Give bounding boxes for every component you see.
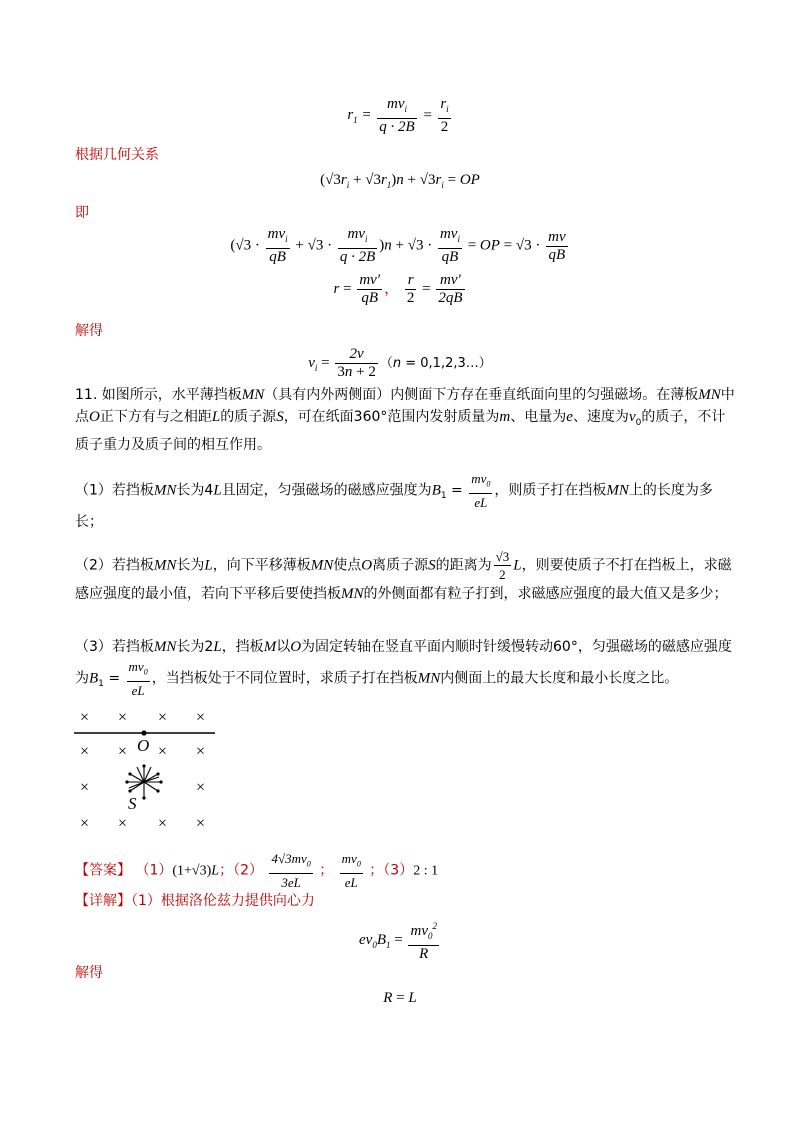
- label-geometry-relation: 根据几何关系: [75, 147, 159, 163]
- problem-part3: （3）若挡板MN长为2L，挡板M以O为固定转轴在竖直平面内顺时针缓慢转动60°，匀强磁场的磁感应强度为$B_1$ = $\frac{mv_0}{eL}$ ，当挡板处于不同位置时，求质子打在挡板MN内侧面上的最大长度和最小长度之比。: [75, 639, 732, 698]
- equation-r-prime: r = $\frac{mv'}{qB}$ ， $\frac{r}{2}$ = $\frac{mv'}{2qB}$: [333, 272, 463, 306]
- detail-line: [75, 890, 315, 910]
- label-jiede-1: 解得: [75, 323, 103, 339]
- cross: ×: [118, 743, 128, 760]
- cross: ×: [118, 815, 128, 832]
- problem-part2: （2）若挡板MN长为L，向下平移薄板MN使点O离质子源S的距离为 $\frac{√3}{2}$ L，则要使质子不打在挡板上，求磁感应强度的最小值，若向下平移后要使挡板MN的外侧面都有粒子打到，求磁感应强度的最大值又是多少；: [75, 549, 732, 602]
- label-o: O: [137, 736, 150, 755]
- equation-geometry: $(√3r_i + √3r_1)n + √3r_i$ = OP: [320, 172, 480, 190]
- cross: ×: [158, 815, 168, 832]
- cross: ×: [196, 743, 206, 760]
- label-ji: 即: [75, 205, 89, 221]
- equation-force-balance: $ev_0B_1$ = $\frac{mv_0^2}{R}$: [359, 921, 437, 962]
- problem-part1: （1）若挡板MN长为4L且固定，匀强磁场的磁感应强度为$B_1$ = $\frac{mv_0}{eL}$ ，则质子打在挡板MN上的长度为多长；: [75, 471, 713, 530]
- label-jiede-2: 解得: [75, 965, 103, 981]
- magnetic-field-figure: [70, 704, 230, 836]
- frac-ri-2: $\frac{r_i}{2}$: [440, 96, 449, 135]
- detail-tag: 【详解】: [75, 893, 131, 909]
- eq-r1-lhs: $r_1$ =: [347, 107, 376, 126]
- cross: ×: [158, 743, 168, 760]
- cross: ×: [80, 743, 90, 760]
- cross: ×: [196, 779, 206, 796]
- frac-mvi-q2b: $\frac{mv_i}{q \cdot 2B}$: [379, 96, 415, 135]
- equation-expanded: (√3 · $\frac{mv_i}{qB}$ + √3 · $\frac{mv_i}{q \cdot 2B}$ )n + √3 · $\frac{mv_i}{qB}$ = OP = √3 · $\frac{mv}{qB}$: [230, 226, 566, 265]
- point-o: [141, 730, 146, 735]
- field-crosses: [80, 709, 205, 832]
- cross: ×: [158, 709, 168, 726]
- problem-number: 11.: [75, 387, 98, 403]
- cross: ×: [80, 815, 90, 832]
- problem-stem: 11. 如图所示，水平薄挡板MN（具有内外两侧面）内侧面下方存在垂直纸面向里的匀强磁场。在薄板MN中点O正下方有与之相距L的质子源S，可在纸面360°范围内发射质量为m、电量为e、速度为$v_0$的质子，不计质子重力及质子间的相互作用。: [75, 387, 735, 453]
- equation-r1: $r_1$ = $\frac{mv_i}{q \cdot 2B}$ = $\frac{r_i}{2}$: [347, 96, 449, 135]
- answer-line: 【答案】 （1）(1+√3)L；（2） $\frac{4√3mv_0}{3eL}$ ； $\frac{mv_0}{eL}$ ；（3）2 : 1: [75, 851, 439, 890]
- cross: ×: [196, 709, 206, 726]
- cross: ×: [80, 709, 90, 726]
- cross: ×: [196, 815, 206, 832]
- answer-tag: 【答案】: [75, 862, 131, 879]
- label-s: S: [128, 794, 137, 813]
- cross: ×: [80, 779, 90, 796]
- cross: ×: [118, 709, 128, 726]
- equation-vi: $v_i$ = $\frac{2v}{3n + 2}$ （n = 0,1,2,3…）: [308, 346, 492, 380]
- equation-R: R = L: [383, 990, 417, 1006]
- detail-text: （1）根据洛伦兹力提供向心力: [131, 893, 315, 909]
